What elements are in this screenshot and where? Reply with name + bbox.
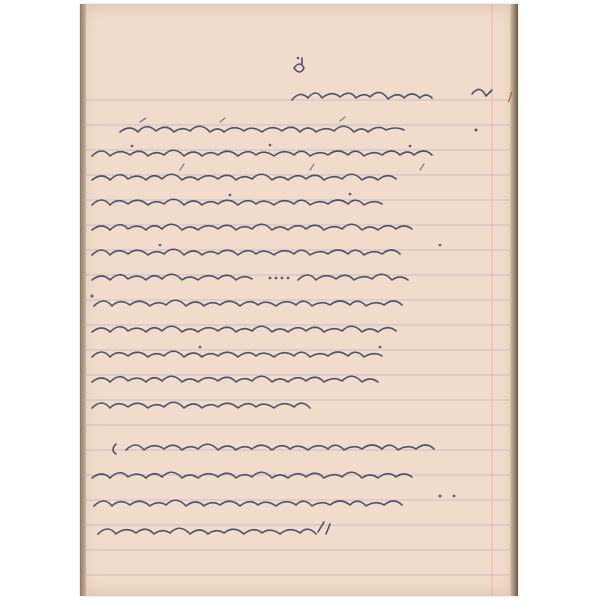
handwriting-line-1 <box>292 89 492 100</box>
handwriting-line-13 <box>92 402 310 408</box>
margin-red-mark: / <box>508 90 513 104</box>
handwriting-line-14 <box>113 444 434 454</box>
handwriting-canvas <box>80 4 518 596</box>
handwriting-line-7 <box>92 244 441 255</box>
heading-mark <box>294 57 304 72</box>
handwriting-line-4 <box>92 164 424 180</box>
handwriting-line-11 <box>92 346 382 357</box>
handwriting-line-10 <box>92 326 396 332</box>
manuscript-page <box>80 4 518 596</box>
handwriting-line-5 <box>92 193 382 205</box>
handwriting-line-2 <box>120 117 478 132</box>
signature-line <box>98 522 330 534</box>
handwriting-line-12 <box>92 376 378 382</box>
